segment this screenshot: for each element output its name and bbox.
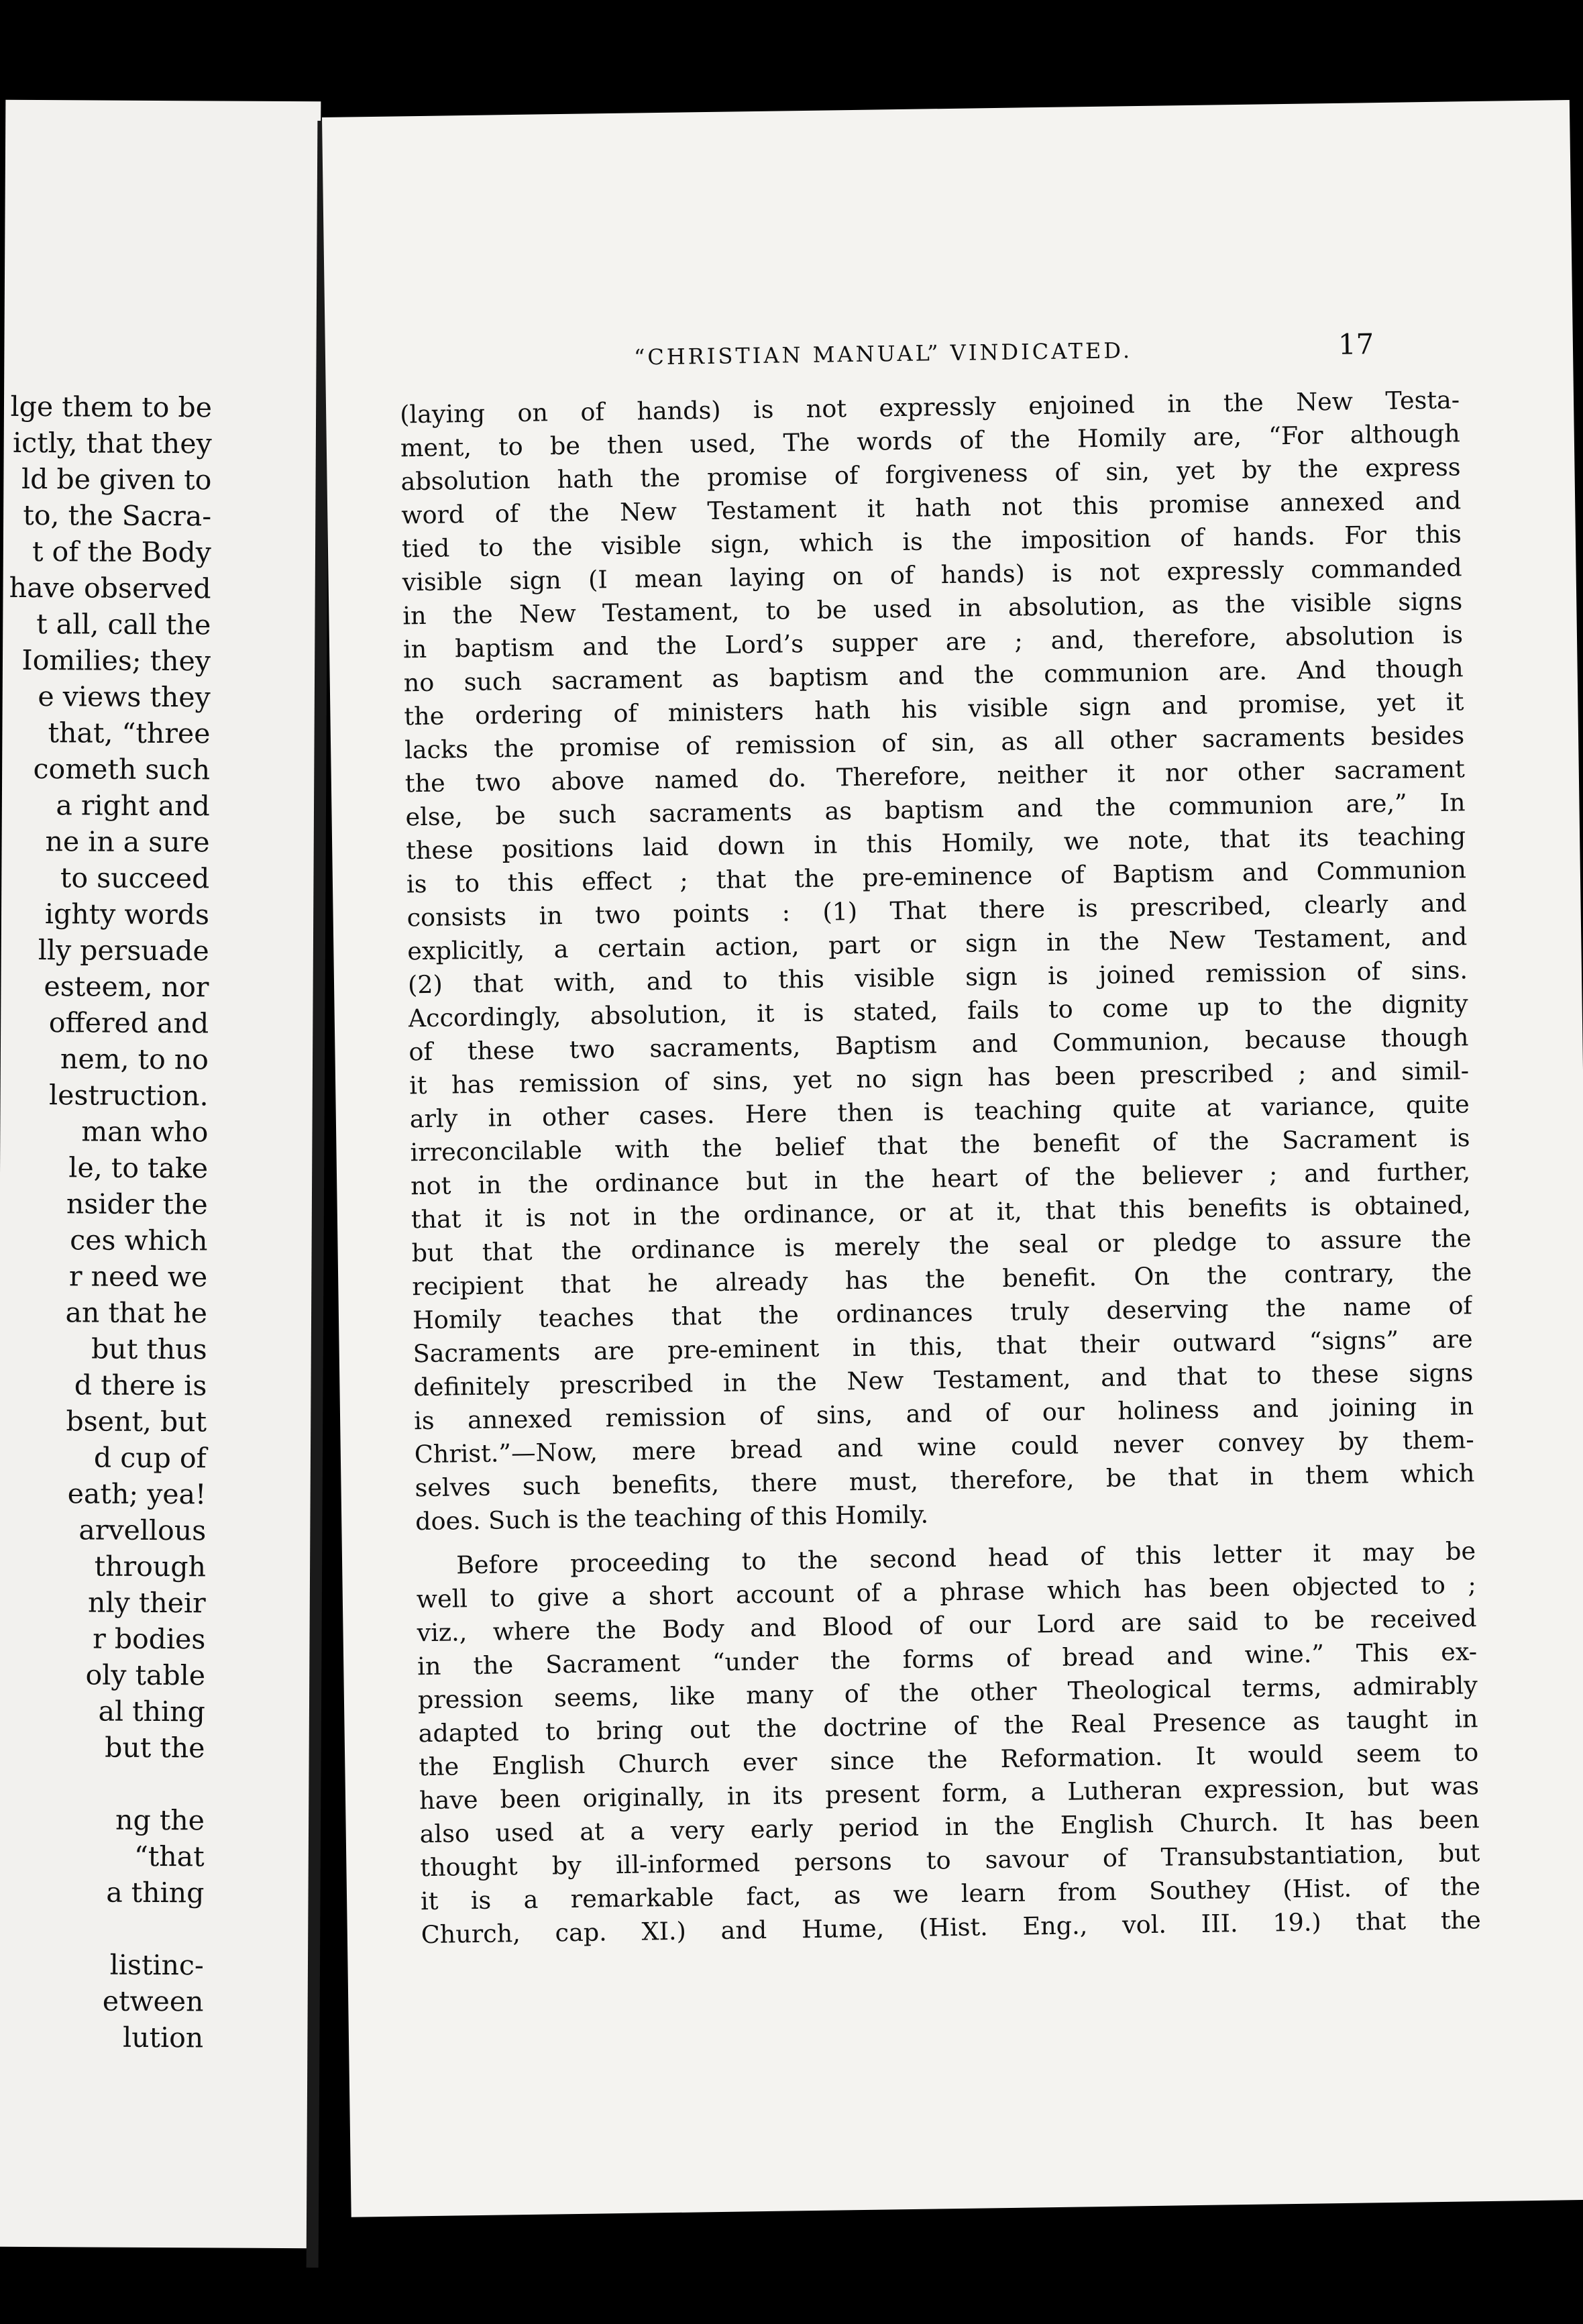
left-page-line: t of the Body — [32, 535, 211, 569]
right-page — [322, 100, 1583, 2217]
body-line: absolution hath the promise of forgiveness of sin, yet by the express — [400, 452, 1461, 496]
body-line: Sacraments are pre-eminent in this, that their outward “signs” are — [413, 1324, 1473, 1369]
body-line: these positions laid down in this Homily, we note, that its teaching — [405, 821, 1466, 865]
left-page-line: nem, to no — [60, 1043, 209, 1076]
left-page-line — [0, 1910, 311, 1948]
left-page-line: through — [94, 1550, 207, 1583]
left-page-line: lestruction. — [48, 1079, 209, 1112]
body-line: pression seems, like many of the other Theological terms, admirably — [417, 1671, 1478, 1715]
left-page-line: a right and — [56, 789, 210, 823]
left-page-line: lge them to be — [10, 390, 213, 424]
body-line: in baptism and the Lord’s supper are ; and, therefore, absolution is — [402, 620, 1464, 664]
page-number: 17 — [1338, 327, 1374, 361]
left-page-line: nly their — [87, 1586, 206, 1620]
left-page-line: lution — [122, 2021, 204, 2054]
body-line: well to give a short account of a phrase which has been objected to ; — [416, 1570, 1476, 1614]
body-line: have been originally, in its present form, a Lutheran expression, but was — [419, 1771, 1480, 1815]
body-line: Church, cap. XI.) and Hume, (Hist. Eng., vol. III. 19.) that the — [421, 1905, 1481, 1950]
left-page-line: ng the — [115, 1803, 205, 1837]
left-page-line: a thing — [106, 1876, 205, 1909]
left-page-line: ne in a sure — [45, 825, 210, 859]
body-line: also used at a very early period in the English Church. It has been — [419, 1805, 1480, 1849]
left-page-line: d cup of — [93, 1441, 207, 1475]
left-page-line: esteem, nor — [44, 970, 209, 1004]
left-page-line: ld be given to — [21, 462, 212, 496]
body-line: tied to the visible sign, which is the imposition of hands. For this — [401, 519, 1462, 564]
body-line: that it is not in the ordinance, or at it, that this benefits is obtained, — [411, 1190, 1472, 1234]
left-page-line: to, the Sacra- — [23, 498, 212, 533]
body-line: thought by ill-informed persons to savour of Transubstantiation, but — [420, 1838, 1480, 1883]
left-page-line: r bodies — [93, 1622, 206, 1656]
body-line: it is a remarkable fact, as we learn from Southey (Hist. of the — [420, 1872, 1481, 1916]
body-line: recipient that he already has the benefit. On the contrary, the — [412, 1257, 1472, 1302]
body-line: else, be such sacraments as baptism and the communion are,” In — [405, 788, 1466, 832]
body-line: the two above named do. Therefore, neither it nor other sacrament — [404, 754, 1466, 798]
body-line: but that the ordinance is merely the seal or pledge to assure the — [411, 1224, 1472, 1268]
body-line: does. Such is the teaching of this Homily. — [415, 1499, 929, 1536]
body-line: adapted to bring out the doctrine of the Real Presence as taught in — [418, 1704, 1478, 1748]
body-line: word of the New Testament it hath not this promise annexed and — [400, 486, 1462, 530]
body-line: is to this effect ; that the pre-eminence of Baptism and Communion — [406, 855, 1467, 899]
left-page-line: r need we — [68, 1260, 208, 1293]
body-line: viz., where the Body and Blood of our Lord are said to be received — [417, 1603, 1477, 1648]
left-page-line: e views they — [38, 680, 211, 714]
left-page-line — [0, 1765, 312, 1803]
left-page-line: Iomilies; they — [21, 643, 211, 678]
body-line: in the New Testament, to be used in absolution, as the visible signs — [402, 586, 1463, 631]
body-line: no such sacrament as baptism and the communion are. And though — [403, 653, 1464, 698]
left-page-line: offered and — [48, 1006, 209, 1040]
body-line: of these two sacraments, Baptism and Communion, because though — [408, 1022, 1469, 1067]
left-page-line: but thus — [91, 1332, 207, 1366]
body-line: consists in two points : (1) That there is prescribed, clearly and — [406, 888, 1467, 933]
left-page-line: listinc- — [109, 1948, 204, 1982]
body-line: in the Sacrament “under the forms of bread and wine.” This ex- — [417, 1637, 1478, 1681]
left-page-line: t all, call the — [36, 608, 211, 641]
body-line: visible sign (I mean laying on of hands) is not expressly commanded — [402, 553, 1462, 597]
left-page-line: etween — [102, 1985, 204, 2018]
body-line: the English Church ever since the Reformation. It would seem to — [419, 1738, 1479, 1782]
body-text — [400, 383, 1481, 1952]
left-page-line: nsider the — [66, 1187, 208, 1221]
left-page-line: have observed — [9, 571, 211, 605]
left-page-line: “that — [133, 1840, 205, 1873]
body-line: is annexed remission of sins, and of our holiness and joining in — [413, 1391, 1474, 1436]
left-page-line: oly table — [85, 1658, 206, 1692]
left-page-line: man who — [81, 1115, 209, 1149]
body-line: it has remission of sins, yet no sign has been prescribed ; and simil- — [408, 1056, 1470, 1100]
body-line: explicitly, a certain action, part or sign in the New Testament, and — [407, 922, 1468, 966]
body-line: the ordering of ministers hath his visible sign and promise, yet it — [404, 687, 1464, 731]
body-line: ment, to be then used, The words of the Homily are, “For although — [400, 419, 1461, 463]
body-line: arly in other cases. Here then is teaching quite at variance, quite — [409, 1090, 1470, 1134]
body-line: irreconcilable with the belief that the benefit of the Sacrament is — [410, 1123, 1470, 1167]
running-head: “CHRISTIAN MANUAL” VINDICATED. — [633, 337, 1133, 370]
left-page-line: ictly, that they — [12, 426, 212, 460]
body-line: selves such benefits, there must, therefore, be that in them which — [415, 1459, 1475, 1503]
body-line: Before proceeding to the second head of this letter it may be — [455, 1536, 1476, 1580]
left-page-line: that, “three — [48, 717, 211, 750]
left-page-line: al thing — [98, 1695, 205, 1728]
left-page-line: d there is — [74, 1369, 207, 1402]
left-page-line: le, to take — [68, 1151, 209, 1185]
left-page-line: eath; yea! — [67, 1477, 207, 1511]
body-line: Christ.”—Now, mere bread and wine could never convey by them- — [414, 1425, 1474, 1469]
body-line: Accordingly, absolution, it is stated, fails to come up to the dignity — [408, 989, 1468, 1033]
body-line: not in the ordinance but in the heart of the believer ; and further, — [410, 1157, 1471, 1201]
left-page-line: cometh such — [33, 753, 211, 786]
body-line: Homily teaches that the ordinances truly deserving the name of — [412, 1291, 1473, 1335]
left-page-line: bsent, but — [66, 1405, 207, 1438]
body-line: (laying on of hands) is not expressly enjoined in the New Testa- — [399, 385, 1460, 429]
body-line: definitely prescribed in the New Testament, and that to these signs — [413, 1358, 1474, 1402]
body-line: (2) that with, and to this visible sign is joined remission of sins. — [407, 955, 1468, 1000]
left-page-line: an that he — [65, 1296, 208, 1330]
left-page-line: to succeed — [60, 861, 210, 895]
body-line: lacks the promise of remission of sin, as all other sacraments besides — [404, 721, 1465, 765]
left-page-fragment — [0, 100, 321, 2248]
left-page-line: ces which — [70, 1224, 208, 1257]
left-page-line: but the — [105, 1731, 205, 1764]
left-page-line: arvellous — [78, 1514, 207, 1547]
left-page-line: lly persuade — [38, 934, 209, 967]
left-page-line: ighty words — [44, 898, 210, 931]
left-page-text — [0, 388, 319, 2056]
